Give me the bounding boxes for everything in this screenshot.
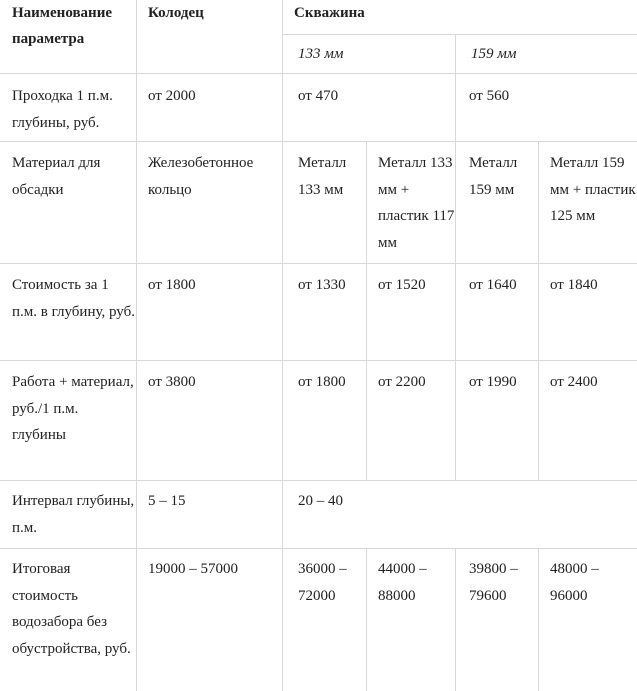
row-total-label-text: Итоговая стоимость водозабора без обустройства, руб. xyxy=(12,561,131,657)
row-total-133-plastic-text: 44000 – 88000 xyxy=(378,561,427,604)
header-133mm xyxy=(282,41,455,68)
row-work-159-metal-text: от 1990 xyxy=(469,374,517,390)
row-work-159-metal xyxy=(455,369,538,396)
row-cost-label xyxy=(0,272,136,325)
row-cost-label-text: Стоимость за 1 п.м. в глубину, руб. xyxy=(12,277,135,320)
row-drilling-159-text: от 560 xyxy=(469,88,510,104)
header-133mm-text: 133 мм xyxy=(298,46,344,62)
row-cost-133-plastic-text: от 1520 xyxy=(378,277,426,293)
row-interval-label-text: Интервал глубины, п.м. xyxy=(12,493,135,536)
header-parameter xyxy=(0,0,136,52)
row-interval-borehole-text: 20 – 40 xyxy=(298,493,343,509)
row-total-159-metal xyxy=(455,556,538,609)
row-cost-well xyxy=(136,272,282,299)
row-cost-159-metal-text: от 1640 xyxy=(469,277,517,293)
row-total-133-metal-text: 36000 – 72000 xyxy=(298,561,347,604)
row-total-159-plastic xyxy=(538,556,637,609)
row-work-133-metal-text: от 1800 xyxy=(298,374,346,390)
row-cost-159-metal xyxy=(455,272,538,299)
row-work-159-plastic xyxy=(538,369,637,396)
row-casing-label-text: Материал для обсадки xyxy=(12,155,101,198)
row-drilling-label-text: Проходка 1 п.м. глубины, руб. xyxy=(12,88,113,131)
header-well-text: Колодец xyxy=(148,5,204,21)
header-borehole-text: Скважина xyxy=(294,5,365,21)
row-divider xyxy=(0,480,637,481)
row-divider xyxy=(0,360,637,361)
row-work-159-plastic-text: от 2400 xyxy=(550,374,598,390)
row-divider xyxy=(0,263,637,264)
row-cost-159-plastic xyxy=(538,272,637,299)
row-total-159-metal-text: 39800 – 79600 xyxy=(469,561,518,604)
row-drilling-label xyxy=(0,83,136,136)
row-divider xyxy=(0,548,637,549)
row-casing-133-plastic-text: Металл 133 мм + пластик 117 мм xyxy=(378,155,455,251)
row-casing-159-plastic xyxy=(538,150,637,230)
row-divider xyxy=(0,73,637,74)
header-159mm-text: 159 мм xyxy=(471,46,517,62)
row-total-well xyxy=(136,556,282,583)
header-159mm xyxy=(455,41,637,68)
row-total-well-text: 19000 – 57000 xyxy=(148,561,238,577)
row-divider xyxy=(0,141,637,142)
row-drilling-well-text: от 2000 xyxy=(148,88,196,104)
row-work-133-metal xyxy=(282,369,366,396)
row-casing-label xyxy=(0,150,136,203)
header-parameter-text: Наименование параметра xyxy=(12,5,112,47)
row-cost-133-plastic xyxy=(366,272,455,299)
row-interval-well-text: 5 – 15 xyxy=(148,493,186,509)
row-casing-133-plastic xyxy=(366,150,455,256)
row-casing-well-text: Железобетонное кольцо xyxy=(148,155,254,198)
row-cost-well-text: от 1800 xyxy=(148,277,196,293)
row-interval-well xyxy=(136,488,282,515)
row-work-label-text: Работа + материал, руб./1 п.м. глубины xyxy=(12,374,134,443)
row-drilling-133-text: от 470 xyxy=(298,88,339,104)
row-casing-well xyxy=(136,150,282,203)
row-work-133-plastic-text: от 2200 xyxy=(378,374,426,390)
row-cost-133-metal-text: от 1330 xyxy=(298,277,346,293)
row-interval-label xyxy=(0,488,136,541)
row-work-133-plastic xyxy=(366,369,455,396)
row-casing-133-metal xyxy=(282,150,366,203)
row-drilling-159 xyxy=(455,83,637,110)
row-drilling-well xyxy=(136,83,282,110)
row-drilling-133 xyxy=(282,83,455,110)
row-casing-133-metal-text: Металл 133 мм xyxy=(298,155,347,198)
row-casing-159-metal-text: Металл 159 мм xyxy=(469,155,518,198)
row-interval-borehole xyxy=(282,488,637,515)
row-total-159-plastic-text: 48000 – 96000 xyxy=(550,561,599,604)
row-divider xyxy=(282,34,637,35)
row-cost-159-plastic-text: от 1840 xyxy=(550,277,598,293)
header-well xyxy=(136,0,282,26)
row-total-133-plastic xyxy=(366,556,455,609)
row-casing-159-metal xyxy=(455,150,538,203)
row-total-133-metal xyxy=(282,556,366,609)
row-work-label xyxy=(0,369,136,449)
row-casing-159-plastic-text: Металл 159 мм + пластик 125 мм xyxy=(550,155,636,224)
row-work-well-text: от 3800 xyxy=(148,374,196,390)
row-cost-133-metal xyxy=(282,272,366,299)
header-borehole xyxy=(282,0,637,26)
row-total-label xyxy=(0,556,136,662)
row-work-well xyxy=(136,369,282,396)
